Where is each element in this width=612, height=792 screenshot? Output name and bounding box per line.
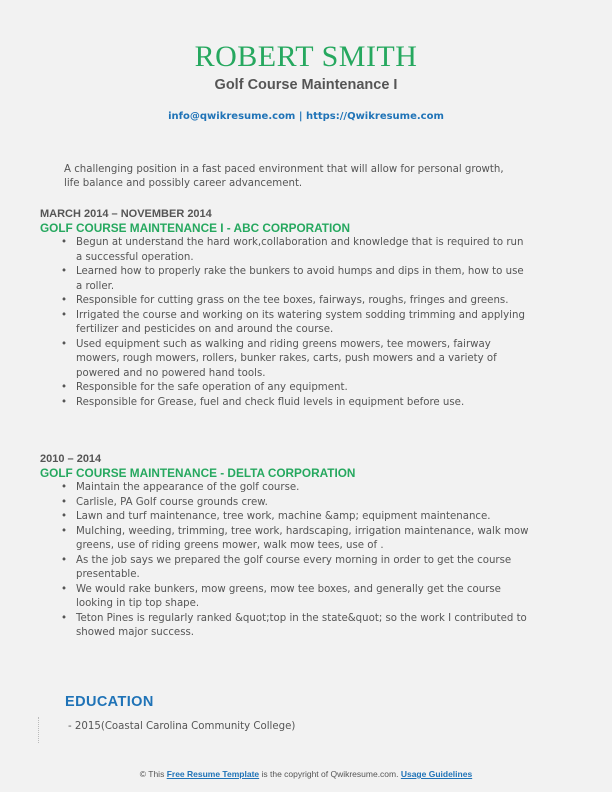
list-item: • Irrigated the course and working on its watering system sodding trimming and applying fertilizer and pesticides on and around the course. — [40, 309, 530, 338]
job-dates: 2010 – 2014 — [40, 453, 102, 465]
list-item: • Teton Pines is regularly ranked &quot;top in the state&quot; so the work I contributed to showed major success. — [40, 612, 530, 641]
list-item: • Responsible for Grease, fuel and check fluid levels in equipment before use. — [40, 396, 530, 411]
job-dates: MARCH 2014 – NOVEMBER 2014 — [40, 208, 212, 220]
footer-prefix: © This — [139, 769, 167, 779]
candidate-name: ROBERT SMITH — [194, 40, 418, 73]
job-bullets — [40, 236, 530, 410]
list-item: • Responsible for cutting grass on the tee boxes, fairways, roughs, fringes and greens. — [40, 294, 530, 309]
list-item: • Maintain the appearance of the golf course. — [40, 481, 530, 496]
list-item: • Begun at understand the hard work,collaboration and knowledge that is required to run a successful operation. — [40, 236, 530, 265]
job-entry-2 — [40, 452, 530, 641]
job-entry-1 — [40, 207, 530, 410]
list-item: • Lawn and turf maintenance, tree work, machine &amp; equipment maintenance. — [40, 510, 530, 525]
summary-paragraph: A challenging position in a fast paced environment that will allow for personal growth, life balance and possibly career advancement. — [64, 164, 504, 190]
list-item: • Mulching, weeding, trimming, tree work, hardscaping, irrigation maintenance, walk mow greens, use of riding greens mower, walk mow tees, use of . — [40, 525, 530, 554]
job-bullets — [40, 481, 530, 641]
list-item: • Learned how to properly rake the bunkers to avoid humps and dips in them, how to use a roller. — [40, 265, 530, 294]
education-heading: EDUCATION — [65, 694, 154, 710]
list-item: • Carlisle, PA Golf course grounds crew. — [40, 496, 530, 511]
free-resume-template-link[interactable]: Free Resume Template — [166, 769, 260, 779]
list-item: • We would rake bunkers, mow greens, mow tee boxes, and generally get the course looking in tip top shape. — [40, 583, 530, 612]
job-title: GOLF COURSE MAINTENANCE - DELTA CORPORATION — [40, 466, 356, 480]
footer-middle: is the copyright of Qwikresume.com. — [259, 769, 401, 779]
contact-info[interactable]: info@qwikresume.com | https://Qwikresume.com — [168, 111, 444, 122]
education-divider — [38, 717, 40, 743]
education-item: - 2015(Coastal Carolina Community College) — [68, 721, 296, 732]
footer — [0, 768, 612, 780]
list-item: • Used equipment such as walking and riding greens mowers, tee mowers, fairway mowers, rough mowers, rollers, bunker rakes, carts, push mowers and a variety of powered and no powered hand tools. — [40, 338, 530, 382]
list-item: • As the job says we prepared the golf course every morning in order to get the course presentable. — [40, 554, 530, 583]
usage-guidelines-link[interactable]: Usage Guidelines — [400, 769, 473, 779]
job-role: Golf Course Maintenance I — [214, 77, 398, 93]
list-item: • Responsible for the safe operation of any equipment. — [40, 381, 530, 396]
job-title: GOLF COURSE MAINTENANCE I - ABC CORPORATION — [40, 221, 350, 235]
